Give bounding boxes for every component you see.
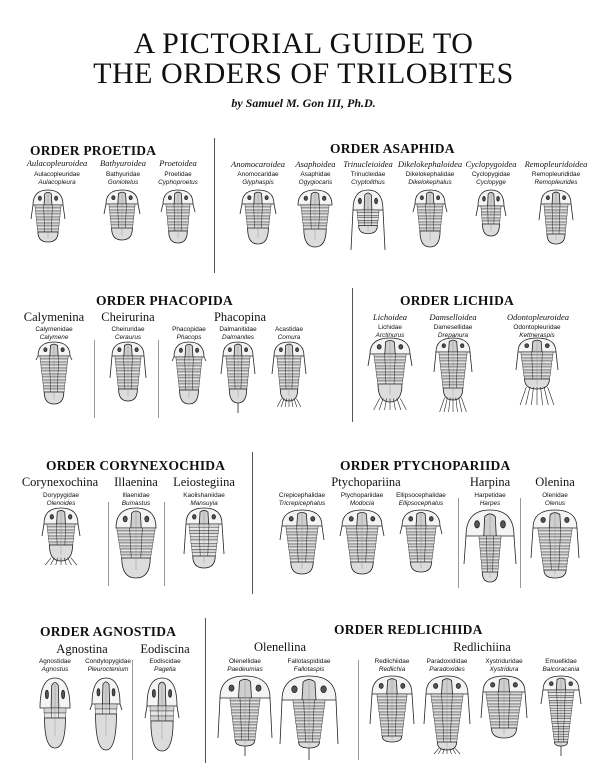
trilobite-drawing	[516, 338, 558, 405]
family-label: Remopleurididae Remopleurides	[531, 171, 581, 186]
family-label: Cheiruridae Ceraurus	[111, 326, 145, 341]
trilobite-drawing	[298, 190, 332, 247]
family-label: Asaphidae Ogygiocaris	[298, 171, 333, 186]
trilobite-drawing	[161, 190, 195, 243]
suborder-label: Harpina	[469, 475, 511, 489]
trilobite-drawing	[221, 342, 255, 413]
family-label: Cyclopygidae Cyclopyge	[471, 171, 511, 186]
trilobite-drawing	[370, 676, 414, 742]
trilobite-drawing	[184, 508, 224, 568]
trilobite-drawing	[90, 678, 122, 750]
family-label: Xystriduridae Xystridura	[485, 658, 523, 673]
order-title-agnostida: ORDER AGNOSTIDA	[40, 624, 177, 639]
suborder-label: Redlichiina	[453, 640, 511, 654]
order-title-lichida: ORDER LICHIDA	[400, 293, 514, 308]
suborder-label: Calymenina	[23, 310, 85, 324]
trilobite-drawing	[434, 338, 472, 412]
family-label: Condylopygidae Pleuroctenium	[85, 658, 131, 673]
trilobite-drawing	[31, 190, 65, 242]
superfamily-label: Remopleuridoidea	[524, 159, 588, 169]
family-label: Emuellidae Balcoracania	[542, 658, 580, 673]
family-label: Proetidae Cyphoproetus	[158, 171, 198, 186]
superfamily-label: Lichoidea	[373, 312, 407, 322]
family-label: Redlichiidae Redlichia	[374, 658, 410, 673]
superfamily-label: Aulacopleuroidea	[26, 158, 88, 168]
family-label: Harpetidae Harpes	[474, 492, 506, 507]
family-label: Ptychopariidae Modocia	[340, 492, 384, 507]
suborder-label: Ptychopariina	[331, 475, 401, 489]
poster-title-line2: THE ORDERS OF TRILOBITES	[93, 57, 514, 90]
trilobite-drawing	[351, 190, 385, 250]
suborder-label: Eodiscina	[140, 642, 190, 656]
suborder-label: Cheirurina	[101, 310, 155, 324]
family-label: Acastidae Comura	[274, 326, 304, 341]
order-title-proetida: ORDER PROETIDA	[30, 143, 157, 158]
family-label: Fallotaspididae Fallotaspis	[287, 658, 331, 673]
trilobite-drawing	[218, 676, 272, 756]
suborder-label: Olenellina	[253, 640, 307, 654]
trilobite-drawing	[368, 338, 412, 410]
suborder-label: Leiostegiina	[173, 475, 235, 489]
trilobite-drawing	[539, 190, 573, 244]
trilobite-drawing	[145, 678, 179, 751]
order-title-ptychopariida: ORDER PTYCHOPARIIDA	[340, 458, 511, 473]
family-label: Phacopidae Phacops	[172, 326, 206, 341]
trilobite-drawing	[172, 342, 206, 404]
family-label: Anomocaridae Glyphaspis	[237, 171, 279, 186]
trilobite-drawing	[340, 510, 384, 574]
poster-title-line1: A PICTORIAL GUIDE TO	[133, 27, 474, 60]
family-label: Lichidae Arctinurus	[375, 324, 405, 339]
trilobite-drawing	[40, 678, 70, 748]
family-label: Dalmanitidae Dalmanites	[219, 326, 257, 341]
family-label: Olenellidae Paedeumias	[227, 658, 263, 673]
family-label: Agnostidae Agnostus	[39, 658, 71, 673]
trilobite-drawing	[476, 190, 506, 236]
superfamily-label: Anomocaroidea	[231, 159, 285, 169]
family-label: Aulacopleuridae Aulacopleura	[34, 171, 80, 186]
trilobite-drawing	[541, 676, 581, 756]
trilobite-drawing	[280, 510, 324, 574]
family-label: Damesellidae Drepanura	[433, 324, 473, 339]
family-label: Ellipsocephalidae Ellipsocephalus	[396, 492, 446, 507]
trilobite-drawing	[481, 676, 527, 738]
superfamily-label: Trinucleioidea	[343, 159, 393, 169]
trilobite-drawing	[400, 510, 442, 572]
family-label: Dorypygidae Olenoides	[43, 492, 79, 507]
family-label: Calymenidae Calymene	[35, 326, 73, 341]
trilobite-drawing	[272, 342, 306, 407]
trilobite-drawing	[116, 508, 156, 578]
superfamily-label: Bathyuroidea	[100, 158, 146, 168]
family-label: Odontopleuridae Kettneraspis	[513, 324, 561, 339]
order-title-redlichiida: ORDER REDLICHIIDA	[334, 622, 483, 637]
superfamily-label: Proetoidea	[159, 158, 197, 168]
trilobite-drawing	[42, 508, 80, 565]
suborder-label: Agnostina	[56, 642, 108, 656]
trilobite-drawing	[413, 190, 447, 247]
suborder-label: Corynexochina	[21, 475, 99, 489]
family-label: Eodiscidae Pagetia	[149, 658, 181, 673]
superfamily-label: Dikelokephaloidea	[397, 159, 463, 169]
trilobite-drawing	[280, 676, 338, 760]
order-title-phacopida: ORDER PHACOPIDA	[96, 293, 233, 308]
trilobite-drawing	[110, 342, 146, 401]
suborder-label: Olenina	[535, 475, 575, 489]
order-title-asaphida: ORDER ASAPHIDA	[330, 141, 455, 156]
superfamily-label: Odontopleuroidea	[506, 312, 569, 322]
author-byline: by Samuel M. Gon III, Ph.D.	[231, 96, 376, 110]
family-label: Crepicephalidae Tricrepicephalus	[278, 492, 326, 507]
family-label: Paradoxididae Paradoxides	[426, 658, 468, 673]
family-label: Kaolishaniidae Mansuyia	[183, 492, 225, 507]
suborder-label: Illaenina	[114, 475, 158, 489]
superfamily-label: Asaphoidea	[295, 159, 336, 169]
trilobite-drawing	[36, 342, 72, 404]
order-title-corynexochida: ORDER CORYNEXOCHIDA	[46, 458, 226, 473]
family-label: Dikelokephalidae Dikelokephalus	[405, 171, 455, 186]
trilobite-drawing	[104, 190, 140, 240]
family-label: Olenidae Olenus	[542, 492, 568, 507]
trilobite-drawing	[464, 510, 516, 582]
trilobite-drawing	[531, 510, 579, 578]
trilobite-drawing	[424, 676, 470, 754]
superfamily-label: Damselloidea	[429, 312, 477, 322]
family-label: Illaenidae Bumastus	[121, 492, 151, 507]
family-label: Bathyuridae Goniotelus	[105, 171, 141, 186]
suborder-label: Phacopina	[213, 310, 267, 324]
family-label: Trinucleidae Cryptolithus	[350, 171, 386, 186]
superfamily-label: Cyclopygoidea	[465, 159, 517, 169]
trilobite-drawing	[240, 190, 276, 244]
